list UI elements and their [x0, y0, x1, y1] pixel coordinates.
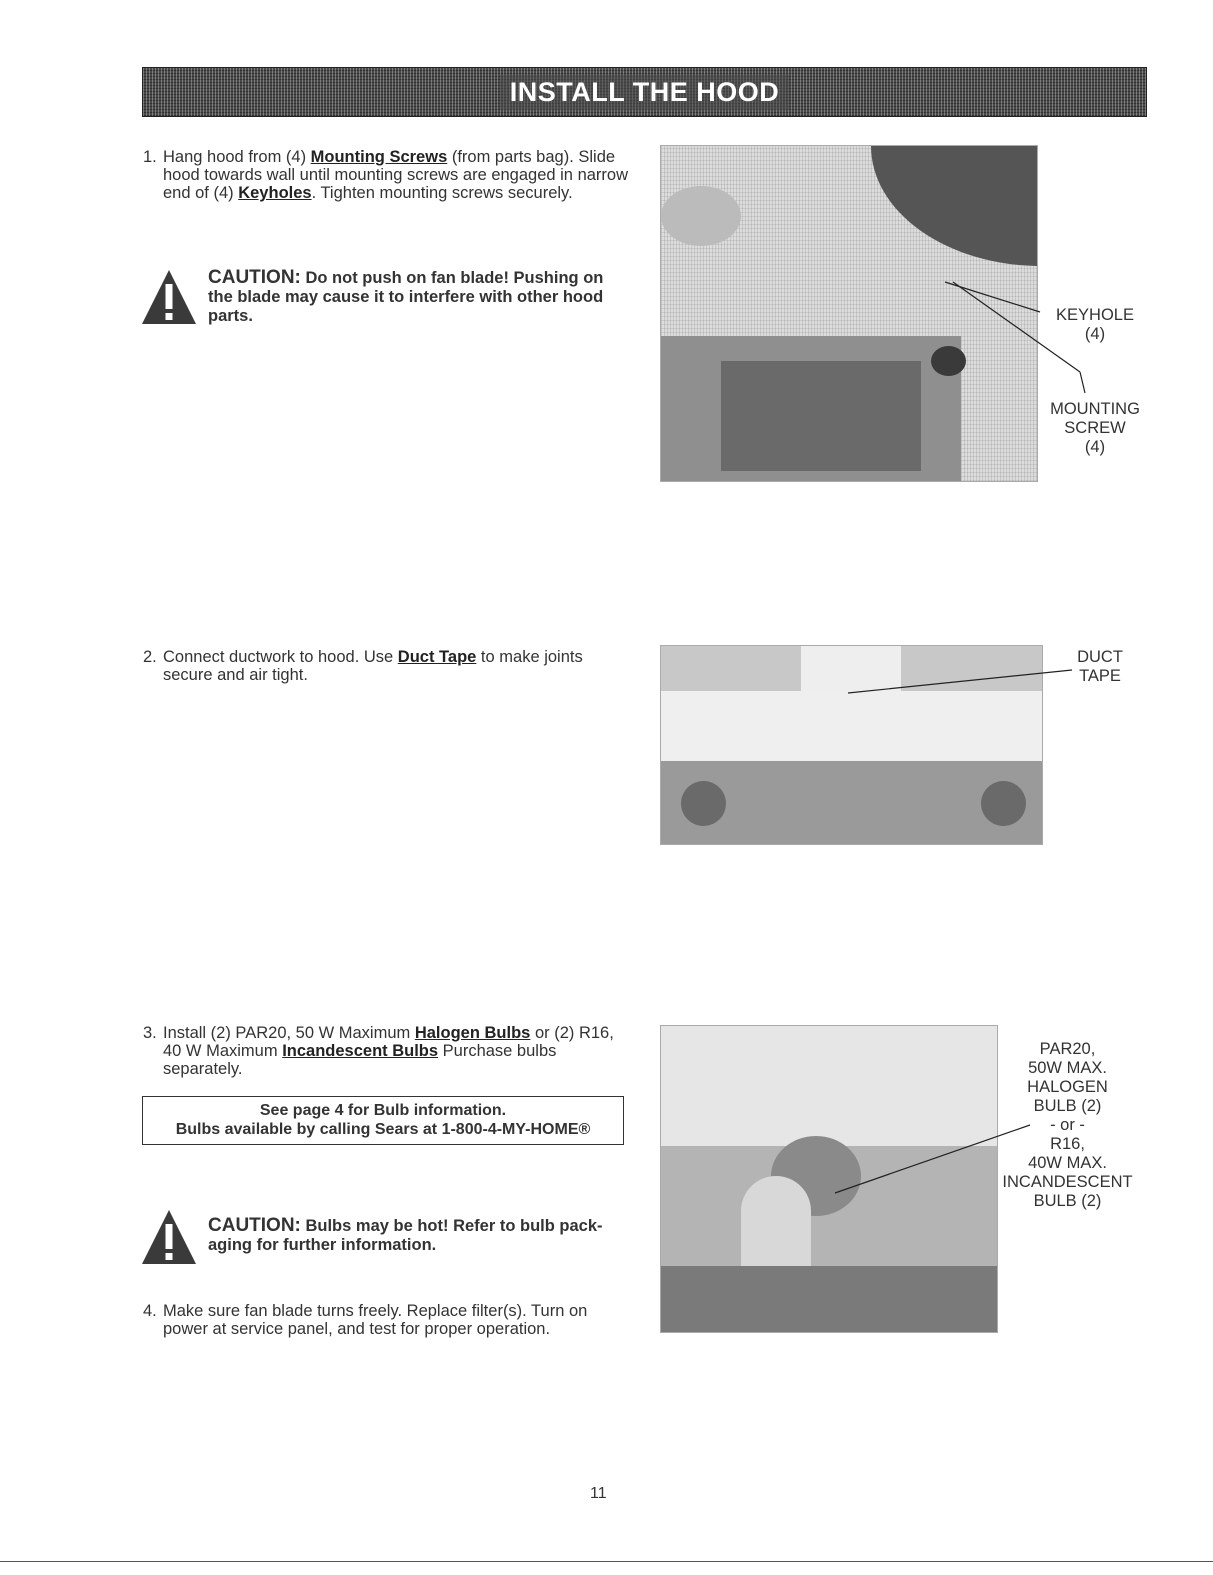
step-text: Make sure fan blade turns freely. Replace filter(s). Turn on power at service panel, and test for proper operation.: [163, 1302, 588, 1338]
keyword-duct-tape: Duct Tape: [397, 648, 477, 666]
bulb-info-box: See page 4 for Bulb information. Bulbs available by calling Sears at 1-800-4-MY-HOME®: [142, 1096, 624, 1145]
caution-label: CAUTION:: [208, 267, 301, 288]
mounting-screw-callout: MOUNTING SCREW (4): [1050, 400, 1140, 456]
section-title: INSTALL THE HOOD: [500, 75, 790, 110]
keyword-incandescent-bulbs: Incandescent Bulbs: [282, 1042, 439, 1060]
caution-text: CAUTION: Bulbs may be hot! Refer to bulb pack-aging for further information.: [208, 1215, 603, 1254]
step-number: 1.: [143, 148, 157, 166]
step-text: Install (2) PAR20, 50 W Maximum Halogen Bulbs or (2) R16, 40 W Maximum Incandescent Bulbs Purchase bulbs separately.: [163, 1024, 614, 1078]
step-number: 2.: [143, 648, 157, 666]
caution-label: CAUTION:: [208, 1215, 301, 1236]
keyhole-callout: KEYHOLE (4): [1056, 306, 1134, 343]
step-number: 4.: [143, 1302, 157, 1320]
step-text: Hang hood from (4) Mounting Screws (from parts bag). Slide hood towards wall until mounting screws are engaged in narrow end of (4) Keyholes. Tighten mounting screws securely.: [163, 148, 629, 202]
bottom-rule: [0, 1561, 1213, 1562]
caution-text: CAUTION: Do not push on fan blade! Pushing on the blade may cause it to interfere with other hood parts.: [208, 267, 604, 325]
keyword-halogen-bulbs: Halogen Bulbs: [414, 1024, 531, 1042]
step-number: 3.: [143, 1024, 157, 1042]
keyword-keyholes: Keyholes: [238, 184, 312, 202]
duct-tape-callout: DUCT TAPE: [1077, 648, 1123, 685]
keyword-mounting-screws: Mounting Screws: [310, 148, 448, 166]
bulb-callout: PAR20, 50W MAX. HALOGEN BULB (2) - or - R16, 40W MAX. INCANDESCENT BULB (2): [1002, 1040, 1133, 1210]
page-number: 11: [590, 1485, 607, 1502]
step-text: Connect ductwork to hood. Use Duct Tape to make joints secure and air tight.: [163, 648, 583, 684]
